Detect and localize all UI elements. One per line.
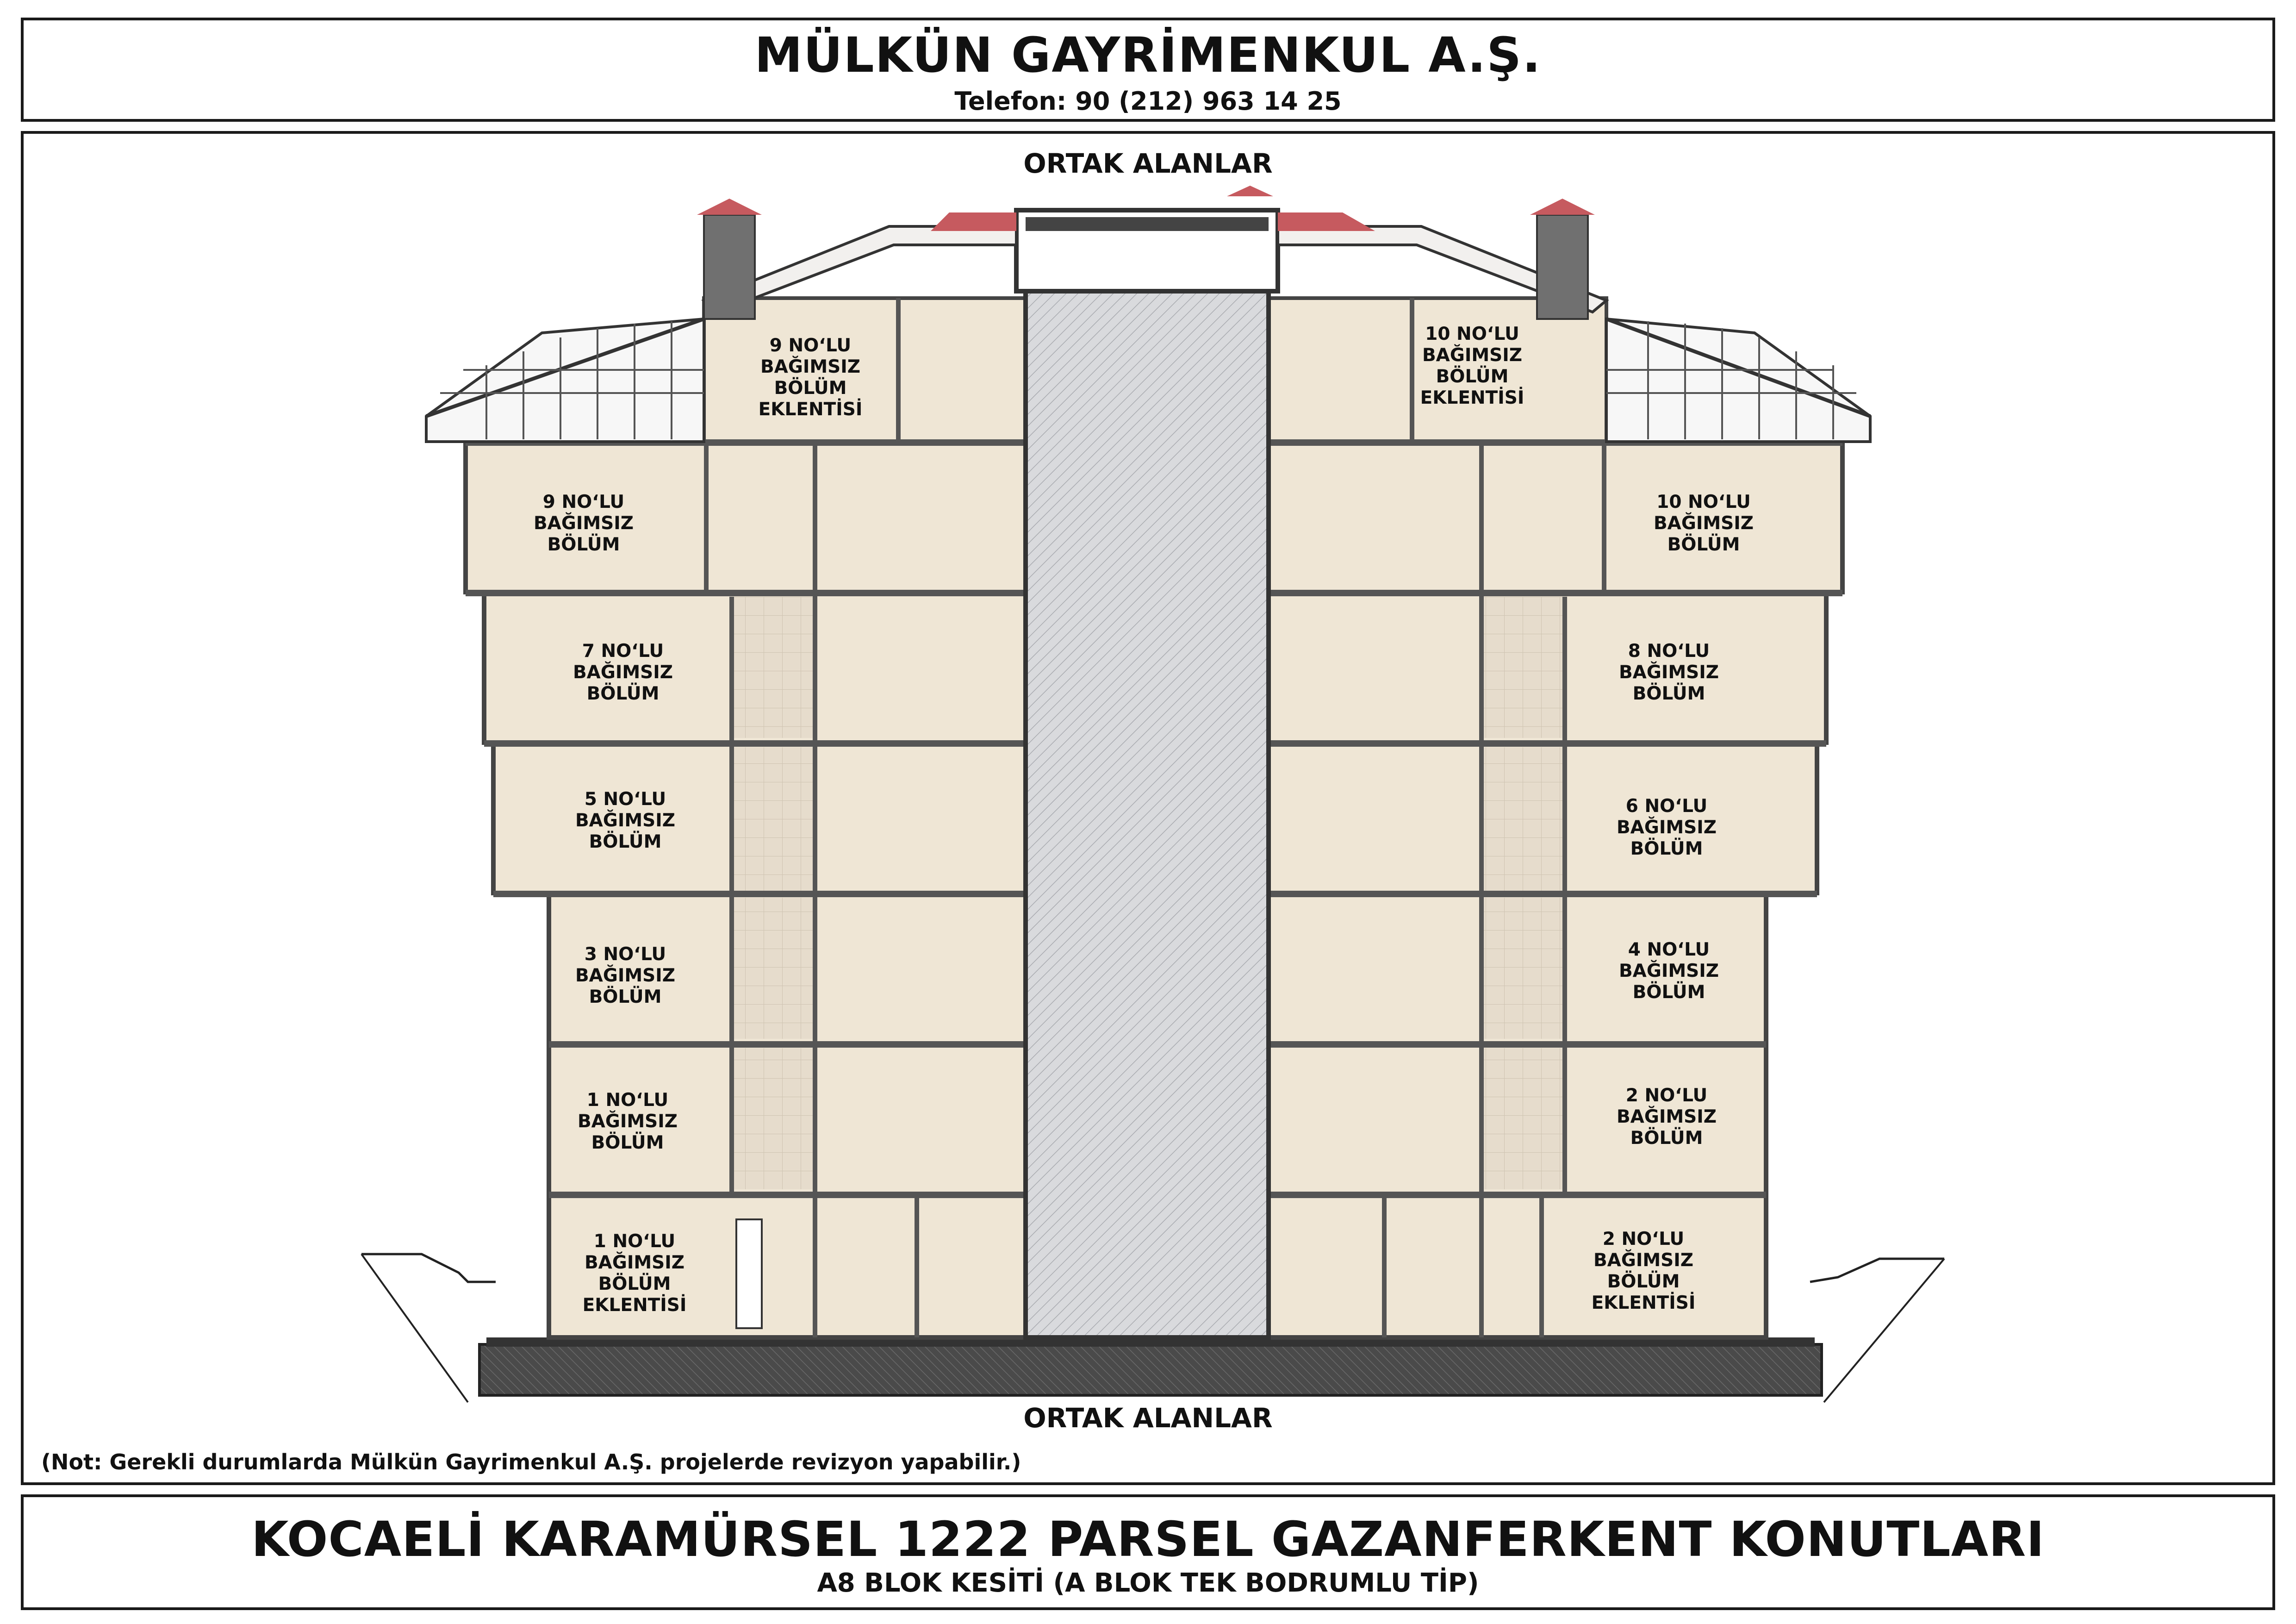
unit-label-3: 3 NO‘LU BAĞIMSIZ BÖLÜM (575, 944, 676, 1007)
unit-label-6: 6 NO‘LU BAĞIMSIZ BÖLÜM (1616, 796, 1717, 859)
basement-vent (736, 1219, 762, 1328)
header-panel (21, 18, 2275, 122)
company-name: MÜLKÜN GAYRİMENKUL A.Ş. (754, 27, 1542, 83)
unit-label-9-annex: 9 NO‘LU BAĞIMSIZ BÖLÜM EKLENTİSİ (758, 335, 863, 420)
unit-label-9: 9 NO‘LU BAĞIMSIZ BÖLÜM (533, 492, 634, 555)
unit-label-4: 4 NO‘LU BAĞIMSIZ BÖLÜM (1618, 939, 1719, 1003)
unit-label-2-annex: 2 NO‘LU BAĞIMSIZ BÖLÜM EKLENTİSİ (1591, 1229, 1696, 1313)
unit-label-1-annex: 1 NO‘LU BAĞIMSIZ BÖLÜM EKLENTİSİ (582, 1231, 687, 1316)
project-title: KOCAELİ KARAMÜRSEL 1222 PARSEL GAZANFERKENT KONUTLARI (251, 1511, 2045, 1568)
unit-label-10: 10 NO‘LU BAĞIMSIZ BÖLÜM (1653, 492, 1754, 555)
unit-label-8: 8 NO‘LU BAĞIMSIZ BÖLÜM (1618, 641, 1719, 704)
unit-label-7: 7 NO‘LU BAĞIMSIZ BÖLÜM (572, 641, 673, 704)
common-areas-bottom-label: ORTAK ALANLAR (1023, 1402, 1273, 1434)
drawing-panel (21, 131, 2275, 1485)
drawing-subtitle: A8 BLOK KESİTİ (A BLOK TEK BODRUMLU TİP) (817, 1568, 1479, 1598)
unit-label-2: 2 NO‘LU BAĞIMSIZ BÖLÜM (1616, 1085, 1717, 1149)
unit-label-1: 1 NO‘LU BAĞIMSIZ BÖLÜM (577, 1090, 678, 1153)
unit-label-10-annex: 10 NO‘LU BAĞIMSIZ BÖLÜM EKLENTİSİ (1420, 324, 1524, 408)
revision-note: (Not: Gerekli durumlarda Mülkün Gayrimenkul A.Ş. projelerde revizyon yapabilir.) (41, 1449, 1021, 1474)
building-section-drawing (24, 134, 2272, 1482)
foundation-slab (479, 1344, 1822, 1395)
stair-core (1026, 287, 1269, 1337)
unit-label-5: 5 NO‘LU BAĞIMSIZ BÖLÜM (575, 789, 676, 852)
phone-number: Telefon: 90 (212) 963 14 25 (954, 87, 1342, 116)
footer-panel (21, 1494, 2275, 1610)
common-areas-top-label: ORTAK ALANLAR (1023, 148, 1273, 179)
